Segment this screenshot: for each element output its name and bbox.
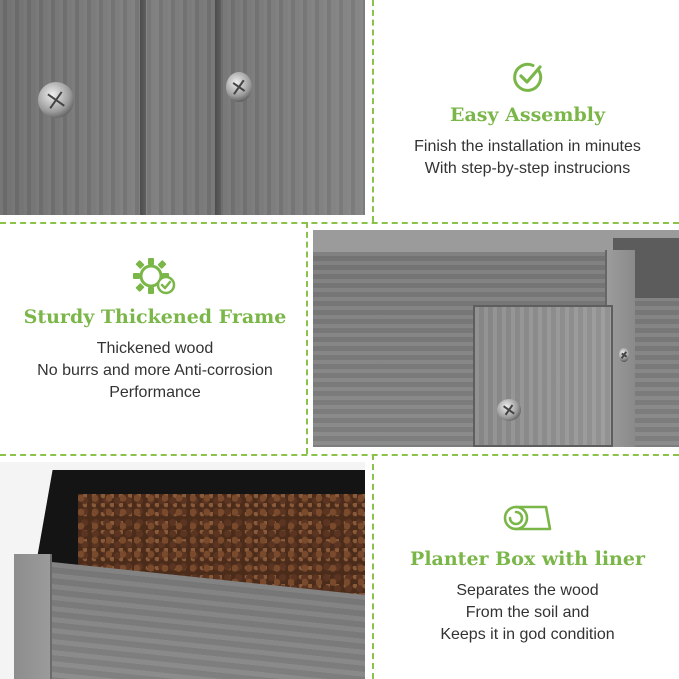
feature-title: Easy Assembly <box>449 104 605 126</box>
feature-line: Keeps it in god condition <box>440 626 615 643</box>
feature-description <box>5 338 305 404</box>
screw-head <box>497 399 521 421</box>
divider-line <box>372 0 374 222</box>
feature-line: With step-by-step instrucions <box>424 160 631 177</box>
wood-panel-screws-photo <box>0 0 365 215</box>
planter-corner-post <box>14 554 52 679</box>
divider-line <box>306 222 308 454</box>
wood-seam <box>215 0 221 215</box>
feature-line: From the soil and <box>465 604 590 621</box>
planter-with-soil-photo <box>0 462 365 679</box>
liner-roll-icon <box>502 498 554 538</box>
gear-check-icon <box>133 256 177 296</box>
feature-planter-liner <box>385 498 670 646</box>
frame-post <box>473 305 613 447</box>
feature-title: Planter Box with liner <box>410 548 645 570</box>
feature-line: Separates the wood <box>456 582 599 599</box>
feature-line: Performance <box>109 384 201 401</box>
divider-line <box>0 222 679 224</box>
feature-easy-assembly <box>380 60 675 180</box>
feature-line: Finish the installation in minutes <box>414 138 641 155</box>
frame-corner-photo <box>313 230 679 447</box>
feature-title: Sturdy Thickened Frame <box>23 306 287 328</box>
feature-sturdy-frame <box>5 256 305 404</box>
wood-seam <box>140 0 146 215</box>
feature-description <box>385 580 670 646</box>
screw-head <box>38 82 74 118</box>
divider-line <box>372 454 374 679</box>
divider-line <box>0 454 679 456</box>
checkmark-circle-icon <box>511 60 545 94</box>
screw-head <box>619 348 629 362</box>
screw-head <box>226 72 252 102</box>
feature-description <box>380 136 675 180</box>
feature-line: Thickened wood <box>96 340 214 357</box>
feature-line: No burrs and more Anti-corrosion <box>37 362 273 379</box>
